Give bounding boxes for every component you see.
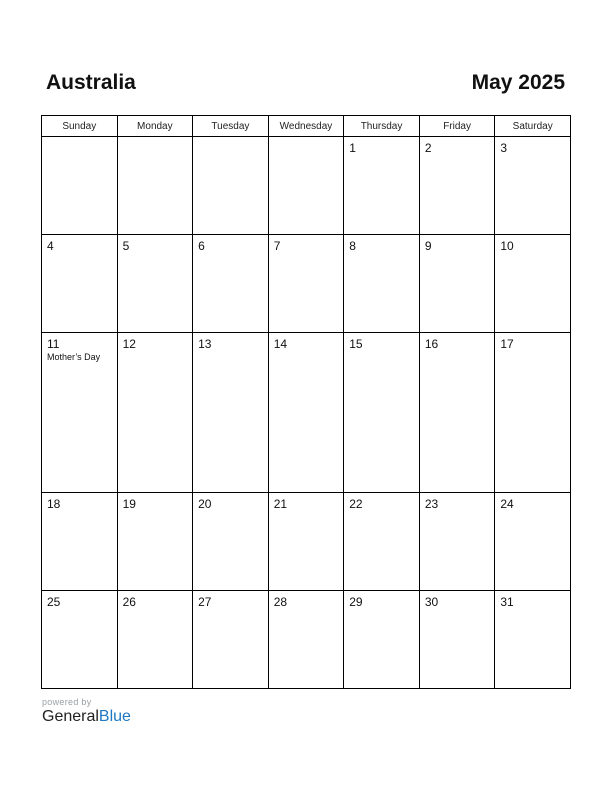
weekday-saturday: Saturday bbox=[495, 116, 571, 137]
day-number: 3 bbox=[500, 141, 508, 155]
day-cell bbox=[344, 137, 420, 235]
day-cell bbox=[268, 235, 344, 333]
day-cell bbox=[268, 492, 344, 590]
day-cell bbox=[344, 590, 420, 688]
day-number: 28 bbox=[273, 594, 288, 609]
day-cell bbox=[268, 590, 344, 688]
day-cell bbox=[419, 235, 495, 333]
day-cell bbox=[419, 590, 495, 688]
day-cell bbox=[117, 333, 193, 493]
day-cell bbox=[495, 137, 571, 235]
day-number: 18 bbox=[47, 496, 61, 511]
month-year-title: May 2025 bbox=[471, 71, 565, 94]
day-cell bbox=[419, 333, 495, 493]
day-number: 5 bbox=[122, 239, 130, 254]
week-row bbox=[42, 492, 571, 590]
weekday-header-row bbox=[42, 116, 571, 137]
day-cell bbox=[495, 235, 571, 333]
day-cell bbox=[193, 590, 269, 688]
day-number: 1 bbox=[349, 141, 356, 155]
day-number: 15 bbox=[349, 337, 363, 352]
day-cell bbox=[344, 492, 420, 590]
weekday-sunday: Sunday bbox=[42, 116, 118, 137]
holiday-mothers-day: Mother’s Day bbox=[47, 352, 101, 363]
day-number: 4 bbox=[47, 239, 54, 254]
day-cell bbox=[344, 235, 420, 333]
day-number: 2 bbox=[424, 141, 432, 155]
week-row bbox=[42, 235, 571, 333]
day-number bbox=[269, 137, 344, 141]
weekday-thursday: Thursday bbox=[344, 116, 420, 137]
day-cell bbox=[42, 235, 118, 333]
day-number: 27 bbox=[198, 594, 212, 609]
day-number: 14 bbox=[273, 337, 288, 352]
day-number: 7 bbox=[273, 239, 281, 254]
day-cell bbox=[117, 492, 193, 590]
day-cell bbox=[117, 137, 193, 235]
day-cell bbox=[42, 333, 118, 493]
day-number bbox=[193, 137, 268, 141]
day-number: 8 bbox=[349, 239, 356, 254]
day-number: 25 bbox=[47, 594, 61, 609]
day-cell bbox=[495, 333, 571, 493]
day-number: 10 bbox=[500, 239, 514, 254]
day-cell bbox=[419, 137, 495, 235]
day-cell bbox=[268, 137, 344, 235]
day-cell bbox=[42, 137, 118, 235]
day-number: 9 bbox=[424, 239, 432, 254]
day-cell bbox=[193, 235, 269, 333]
day-number bbox=[118, 137, 193, 141]
day-number: 26 bbox=[122, 594, 136, 609]
week-row bbox=[42, 137, 571, 235]
day-cell bbox=[193, 492, 269, 590]
weekday-tuesday: Tuesday bbox=[193, 116, 269, 137]
day-number: 20 bbox=[198, 496, 212, 511]
footer-branding bbox=[42, 697, 131, 726]
day-number bbox=[42, 137, 117, 141]
day-number: 12 bbox=[122, 337, 136, 352]
day-number: 21 bbox=[273, 496, 288, 511]
day-number: 19 bbox=[122, 496, 136, 511]
day-cell bbox=[495, 590, 571, 688]
brand-blue: Blue bbox=[98, 708, 131, 725]
weekday-monday: Monday bbox=[117, 116, 193, 137]
day-cell bbox=[495, 492, 571, 590]
generalblue-logo[interactable] bbox=[42, 708, 131, 726]
day-number: 6 bbox=[198, 239, 205, 254]
day-cell bbox=[117, 590, 193, 688]
brand-general: General bbox=[42, 708, 99, 725]
weekday-friday: Friday bbox=[419, 116, 495, 137]
week-row bbox=[42, 333, 571, 493]
week-row bbox=[42, 590, 571, 688]
day-number: 29 bbox=[349, 594, 363, 609]
day-number: 17 bbox=[500, 337, 514, 352]
day-cell bbox=[42, 492, 118, 590]
day-number: 22 bbox=[349, 496, 363, 511]
weekday-wednesday: Wednesday bbox=[268, 116, 344, 137]
day-number: 31 bbox=[500, 594, 514, 609]
day-cell bbox=[42, 590, 118, 688]
day-number: 23 bbox=[424, 496, 439, 511]
calendar-grid bbox=[41, 115, 571, 689]
day-cell bbox=[193, 137, 269, 235]
day-cell bbox=[117, 235, 193, 333]
day-number: 30 bbox=[424, 594, 439, 609]
day-cell bbox=[268, 333, 344, 493]
powered-by-label: powered by bbox=[42, 697, 92, 707]
day-cell bbox=[193, 333, 269, 493]
day-cell bbox=[419, 492, 495, 590]
day-cell bbox=[344, 333, 420, 493]
day-number: 11 bbox=[47, 337, 60, 352]
day-number: 16 bbox=[424, 337, 439, 352]
day-number: 24 bbox=[500, 496, 514, 511]
day-number: 13 bbox=[198, 337, 212, 352]
country-title: Australia bbox=[46, 71, 136, 94]
